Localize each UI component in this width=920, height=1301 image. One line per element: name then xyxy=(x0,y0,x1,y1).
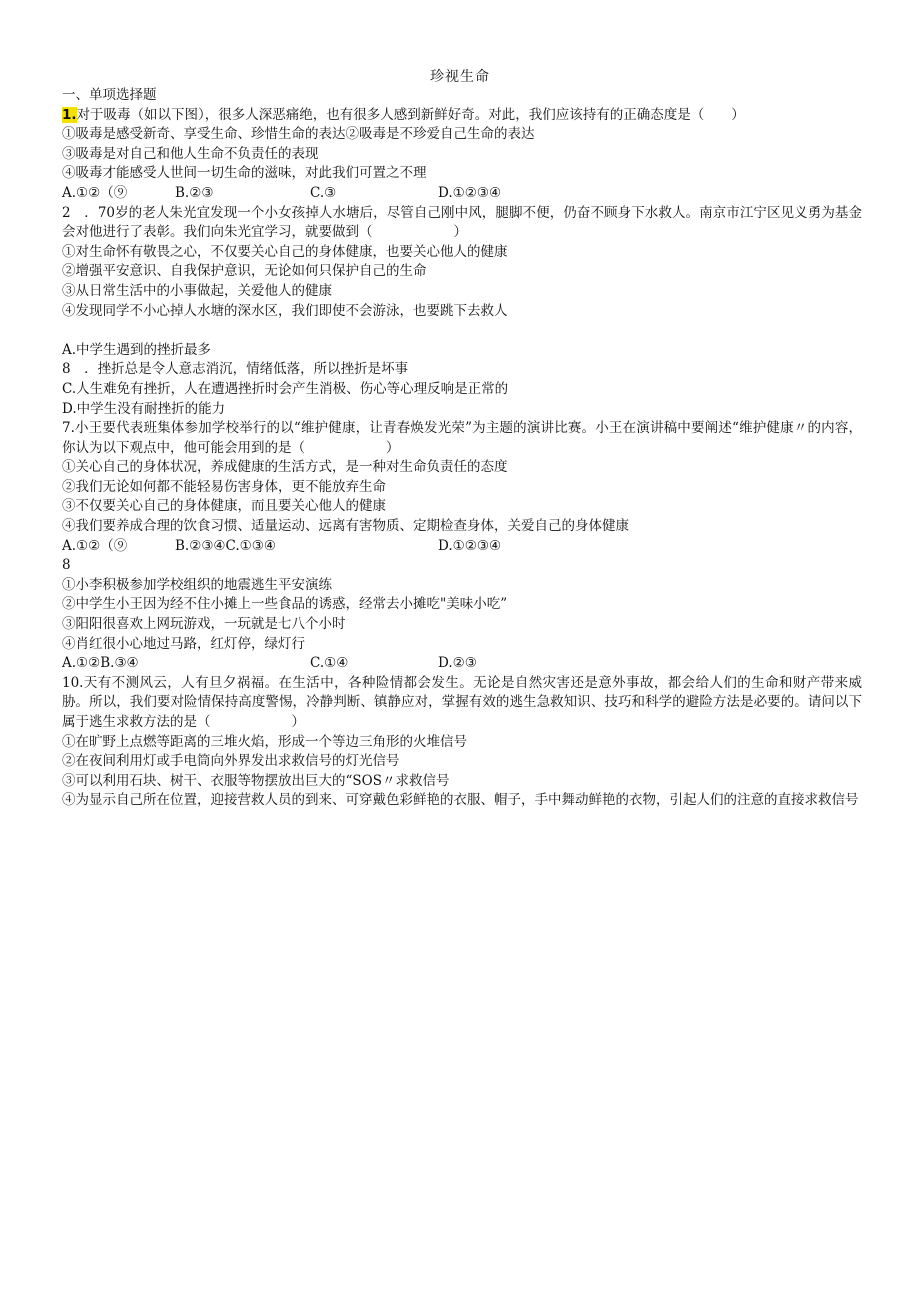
frustration-option: D.中学生没有耐挫折的能力 xyxy=(62,400,226,417)
question-10-item: ③可以利用石块、树干、衣服等物摆放出巨大的“SOS〃求救信号 xyxy=(62,772,450,789)
question-7-item: ②我们无论如何都不能轻易伤害身体，更不能放弃生命 xyxy=(62,478,386,495)
frustration-option: 8 ．挫折总是令人意志消沉，情绪低落，所以挫折是坏事 xyxy=(62,361,409,378)
option-a-b: A.①②B.③④ xyxy=(62,655,139,672)
option-a: A.①②（⑨ xyxy=(62,184,128,201)
question-1-stem xyxy=(62,106,862,126)
question-7-options xyxy=(62,537,862,557)
question-8-item: ④肖红很小心地过马路，红灯停，绿灯行 xyxy=(62,635,305,652)
option-d: D.②③ xyxy=(438,655,477,672)
question-1-item: ④吸毒才能感受人世间一切生命的滋味，对此我们可置之不理 xyxy=(62,165,427,182)
question-1-number: 1. xyxy=(62,106,77,123)
question-7-item: ③不仅要关心自己的身体健康，而且要关心他人的健康 xyxy=(62,498,386,515)
document-title: 珍视生命 xyxy=(430,69,490,85)
question-1-options xyxy=(62,184,862,204)
question-10-item: ④为显示自己所在位置，迎接营救人员的到来、可穿戴色彩鲜艳的衣服、帽子，手中舞动鲜艳的衣物，引起人们的注意的直接求救信号 xyxy=(62,792,859,809)
question-8-item: ①小李积极参加学校组织的地震逃生平安演练 xyxy=(62,576,332,593)
question-10-item: ②在夜间利用灯或手电筒向外界发出求救信号的灯光信号 xyxy=(62,753,400,770)
option-d: D.①②③④ xyxy=(438,184,502,201)
question-10-stem: 10.天有不测风云，人有旦夕祸福。在生活中，各种险情都会发生。无论是自然灾害还是意外事故，都会给人们的生命和财产带来威胁。所以，我们要对险情保持高度警惕，冷静判断、镇静应对，掌握有效的逃生急救知识、技巧和科学的避险方法是必要的。请问以下属于逃生求救方法的是（ ） xyxy=(62,674,862,730)
question-8-item: ②中学生小王因为经不住小摊上一些食品的诱惑，经常去小摊吃"美味小吃” xyxy=(62,596,508,613)
document-body xyxy=(62,86,862,811)
question-7-item: ①关心自己的身体状况，养成健康的生活方式，是一种对生命负责任的态度 xyxy=(62,459,508,476)
option-b-c: B.②③④C.①③④ xyxy=(175,537,276,554)
question-7-stem: 7.小王要代表班集体参加学校举行的以“维护健康，让青春焕发光荣”为主题的演讲比赛。小王在演讲稿中要阐述“维护健康〃的内容，你认为以下观点中，他可能会用到的是（ ） xyxy=(62,420,862,456)
question-10-item: ①在旷野上点燃等距离的三堆火焰，形成一个等边三角形的火堆信号 xyxy=(62,733,467,750)
question-2-stem: 2 ．70岁的老人朱光宜发现一个小女孩掉人水塘后，尽管自己刚中风，腿脚不便，仍奋不顾身下水救人。南京市江宁区见义勇为基金会对他进行了表彰。我们向朱光宜学习，就要做到（ ） xyxy=(62,204,862,241)
option-c: C.①④ xyxy=(310,655,349,672)
question-7-item: ④我们要养成合理的饮食习惯、适量运动、远离有害物质、定期检查身体，关爱自己的身体健康 xyxy=(62,518,629,535)
frustration-option: A.中学生遇到的挫折最多 xyxy=(62,341,212,358)
question-8-item: ③阳阳很喜欢上网玩游戏，一玩就是七八个小时 xyxy=(62,616,346,633)
section-heading: 一、单项选择题 xyxy=(62,87,157,103)
frustration-option: C.人生难免有挫折，人在遭遇挫折时会产生消极、伤心等心理反响是正常的 xyxy=(62,380,509,397)
question-8-number: 8 xyxy=(62,557,71,574)
question-2-item: ④发现同学不小心掉人水塘的深水区，我们即使不会游泳，也要跳下去救人 xyxy=(62,302,508,319)
blank-gap xyxy=(62,321,862,341)
question-1-item: ③吸毒是对自己和他人生命不负责任的表现 xyxy=(62,145,319,162)
question-1-text: 对于吸毒（如以下图），很多人深恶痛绝，也有很多人感到新鲜好奇。对此，我们应该持有的正确态度是（ ） xyxy=(76,106,745,123)
question-2-item: ①对生命怀有敬畏之心，不仅要关心自己的身体健康，也要关心他人的健康 xyxy=(62,243,508,260)
question-2-item: ②增强平安意识、自我保护意识，无论如何只保护自己的生命 xyxy=(62,263,427,280)
option-b: B.②③ xyxy=(175,184,214,201)
option-c: C.③ xyxy=(310,184,337,201)
option-d: D.①②③④ xyxy=(438,537,502,554)
question-2-item: ③从日常生活中的小事做起，关爱他人的健康 xyxy=(62,282,332,299)
question-1-item: ①吸毒是感受新奇、享受生命、珍惜生命的表达②吸毒是不珍爱自己生命的表达 xyxy=(62,126,535,143)
option-a: A.①②（⑨ xyxy=(62,537,128,554)
question-8-options xyxy=(62,654,862,674)
